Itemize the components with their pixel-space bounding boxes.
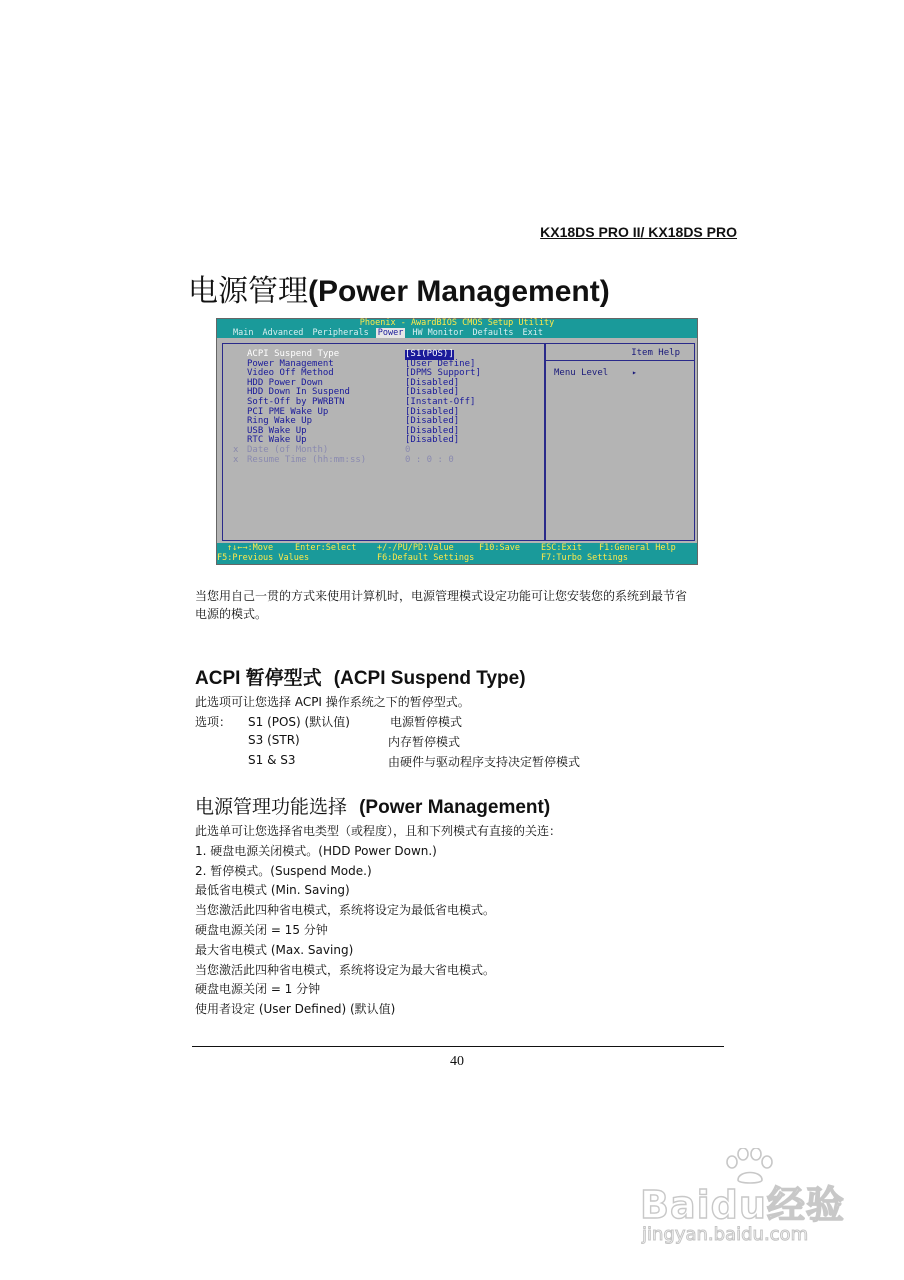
bios-menu-exit: Exit (522, 328, 543, 338)
bios-menu-power: Power (377, 328, 404, 338)
footer-divider (192, 1046, 724, 1047)
bios-setting-label: RTC Wake Up (247, 435, 307, 446)
bios-menu-peripherals: Peripherals (312, 328, 369, 338)
bios-setting-label: Ring Wake Up (247, 416, 313, 427)
pm-body-line: 当您激活此四种省电模式，系统将设定为最低省电模式。 (195, 903, 496, 918)
pm-body-line: 此选单可让您选择省电类型（或程度），且和下列模式有直接的关连： (195, 824, 562, 838)
bios-settings-panel (222, 343, 545, 541)
bios-setting-label: Video Off Method (247, 368, 334, 379)
bios-setting-value: [S1(POS)] (405, 349, 454, 359)
page-number: 40 (450, 1054, 464, 1069)
page-title-en: (Power Management) (308, 275, 610, 308)
pm-body-line: 2. 暂停模式。(Suspend Mode.) (195, 863, 372, 878)
bios-setting-value: [DPMS Support] (405, 368, 481, 379)
bios-footer (217, 543, 697, 564)
bios-setting-value: 0 : 0 : 0 (405, 454, 454, 465)
acpi-heading-zh: ACPI 暂停型式 (195, 668, 322, 689)
bios-menu-hw-monitor: HW Monitor (412, 328, 464, 338)
bios-setting-value: [User Define] (405, 358, 476, 369)
bios-key-defaults: F6:Default Settings (377, 553, 475, 563)
bios-menu-advanced: Advanced (262, 328, 304, 338)
bios-setting-value: [Instant-Off] (405, 396, 476, 407)
bios-setting-label: HDD Power Down (247, 377, 323, 388)
bios-key-previous: F5:Previous Values (217, 553, 310, 563)
pm-heading-en: (Power Management) (359, 797, 551, 818)
bios-setting-mark: x (233, 454, 239, 465)
bios-setting-value: [Disabled] (405, 406, 460, 417)
watermark-url: jingyan.baidu.com (642, 1224, 809, 1245)
bios-title: Phoenix - AwardBIOS CMOS Setup Utility (217, 319, 697, 328)
watermark-brand: Baidu经验 (640, 1183, 845, 1227)
bios-setting-label: Resume Time (hh:mm:ss) (247, 454, 367, 465)
bios-setting-label: ACPI Suspend Type (247, 349, 340, 359)
acpi-heading-en: (ACPI Suspend Type) (333, 668, 526, 689)
pm-body-line: 1. 硬盘电源关闭模式。(HDD Power Down.) (195, 843, 437, 858)
bios-setting-value: [Disabled] (405, 377, 460, 388)
bios-setting-value: [Disabled] (405, 416, 460, 427)
acpi-option-name: S1 (POS) (默认值) (248, 715, 350, 729)
bios-setting-mark: x (233, 444, 239, 455)
bios-key-exit: ESC:Exit (541, 543, 582, 553)
baidu-watermark (640, 1144, 862, 1250)
intro-line-2: 电源的模式。 (195, 607, 268, 621)
bios-help-title: Item Help (631, 348, 680, 358)
bios-help-panel (545, 343, 695, 541)
acpi-option-name: S3 (STR) (248, 733, 300, 747)
bios-setting-label: Power Management (247, 358, 334, 369)
bios-key-turbo: F7:Turbo Settings (541, 553, 628, 563)
acpi-options-label: 选项： (195, 715, 232, 729)
acpi-heading (195, 663, 526, 690)
pm-body-line: 使用者设定 (User Defined) (默认值) (195, 1002, 396, 1017)
bios-setting-label: Date (of Month) (247, 444, 329, 455)
bios-setting-value: [Disabled] (405, 387, 460, 398)
bios-setting-label: USB Wake Up (247, 425, 307, 436)
bios-key-help: F1:General Help (599, 543, 676, 553)
header-model: KX18DS PRO II/ KX18DS PRO (540, 224, 737, 240)
bios-key-move: ↑↓←→:Move (227, 543, 274, 553)
acpi-description: 此选项可让您选择 ACPI 操作系统之下的暂停型式。 (195, 695, 470, 709)
bios-help-separator (546, 360, 694, 361)
bios-setting-label: HDD Down In Suspend (247, 387, 350, 398)
acpi-option-desc: 由硬件与驱动程序支持决定暂停模式 (388, 755, 581, 769)
acpi-option-desc: 电源暂停模式 (390, 715, 463, 729)
bios-setting-label: Soft-Off by PWRBTN (247, 396, 345, 407)
pm-body-line: 当您激活此四种省电模式，系统将设定为最大省电模式。 (195, 962, 496, 977)
bios-setting-label: PCI PME Wake Up (247, 406, 329, 417)
bios-key-value: +/-/PU/PD:Value (377, 543, 454, 553)
bios-settings-list (223, 350, 544, 465)
acpi-option-desc: 内存暂停模式 (388, 735, 461, 749)
bios-menu-main: Main (233, 328, 254, 338)
bios-key-save: F10:Save (479, 543, 520, 553)
bios-menubar (217, 328, 697, 338)
intro-line-1: 当您用自己一贯的方式来使用计算机时，电源管理模式设定功能可让您安装您的系统到最节省 (195, 589, 688, 603)
pm-heading-zh: 电源管理功能选择 (195, 796, 348, 818)
page-title (188, 266, 610, 310)
bios-key-select: Enter:Select (295, 543, 357, 553)
pm-body-line: 最低省电模式 (Min. Saving) (195, 883, 350, 898)
menu-level-arrow-icon: ▸ (632, 368, 637, 377)
bios-menu-defaults: Defaults (472, 328, 514, 338)
page-title-zh: 电源管理 (188, 274, 308, 309)
bios-menu-level: Menu Level (554, 368, 609, 378)
pm-heading (195, 792, 550, 819)
bios-setting-value: [Disabled] (405, 435, 460, 446)
bios-setting-row (223, 456, 544, 466)
acpi-option-name: S1 & S3 (248, 753, 296, 767)
bios-screenshot (216, 318, 698, 565)
bios-setting-value: 0 (405, 444, 411, 455)
pm-body-line: 硬盘电源关闭 = 15 分钟 (195, 923, 328, 937)
pm-body-line: 硬盘电源关闭 = 1 分钟 (195, 982, 321, 997)
pm-body-line: 最大省电模式 (Max. Saving) (195, 942, 354, 957)
bios-setting-value: [Disabled] (405, 425, 460, 436)
